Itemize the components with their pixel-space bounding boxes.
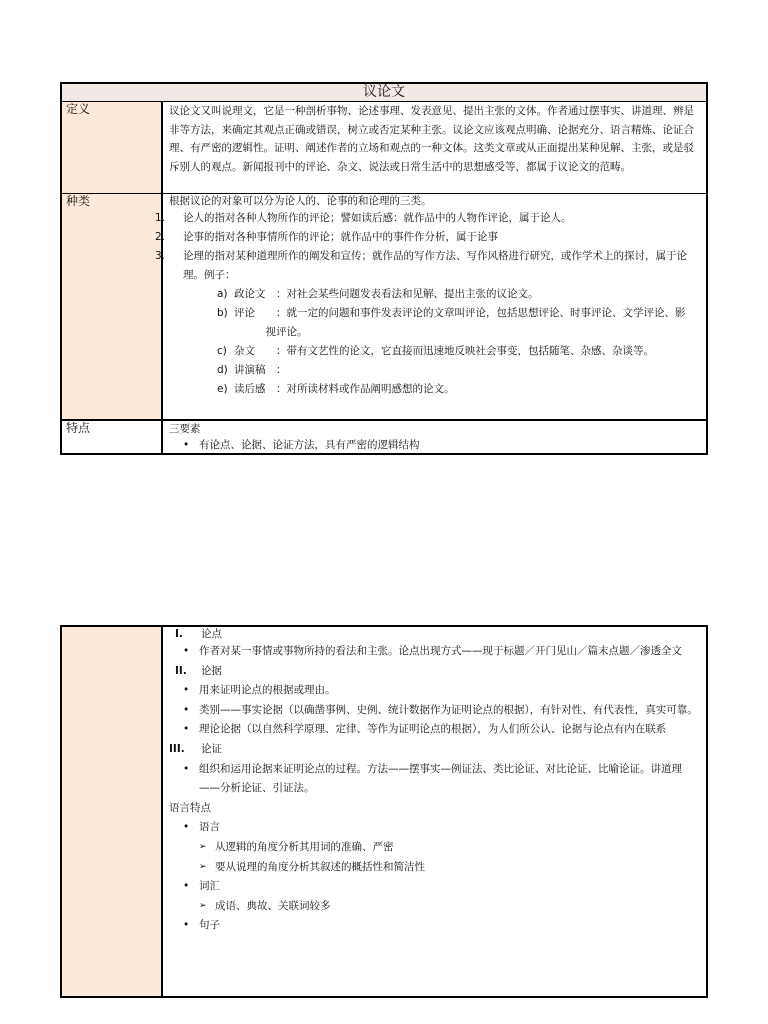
list-item: • 类别——事实论据（以确凿事例、史例、统计数据作为证明论点的根据），有针对性、有代表性，真实可靠。 <box>169 701 698 721</box>
sub-item: a) 政论文 ：对社会某些问题发表看法和见解、提出主张的议论文。 <box>217 288 539 300</box>
features-content <box>163 421 706 453</box>
list-item: • 作者对某一事情或事物所持的看法和主张。论点出现方式——现于标题／开门见山／篇末点题／渗透全文 <box>169 642 698 662</box>
types-row <box>62 193 706 419</box>
list-item: • 用来证明论点的根据或理由。 <box>169 681 698 701</box>
argument-elements-table <box>60 625 708 998</box>
list-item: • 语言 <box>169 818 698 838</box>
essay-table <box>60 82 708 455</box>
elements-content <box>163 627 706 996</box>
features-heading: 三要素 <box>169 423 201 435</box>
list-item: 2. 论事的指对各种事情所作的评论；就作品中的事件作分析，属于论事 <box>155 231 498 243</box>
list-item: • 理论论据（以自然科学原理、定律、等作为证明论点的根据），为人们所公认、论据与论点有内在联系 <box>169 720 698 740</box>
table-title: 议论文 <box>62 84 706 102</box>
section-heading: I. 论点 <box>175 628 222 640</box>
list-item: 3. 论理的指对某种道理所作的阐发和宣传；就作品的写作方法、写作风格进行研究，或作学术上的探讨，属于论理。例子： <box>155 250 687 281</box>
list-item: • 组织和运用论据来证明论点的过程。方法——摆事实—例证法、类比论证、对比论证、比喻论证。讲道理——分析论证、引证法。 <box>169 760 698 799</box>
elements-label-cell <box>62 627 163 996</box>
language-heading: 语言特点 <box>169 801 211 814</box>
arrow-item: ➢ 从逻辑的角度分析其用词的准确、严密 <box>169 838 698 858</box>
features-row <box>62 419 706 453</box>
sub-item: b) 评论 ：就一定的问题和事件发表评论的文章叫评论，包括思想评论、时事评论、文学评论、影 <box>217 307 686 319</box>
definition-row <box>62 102 706 193</box>
section-heading: III. 论证 <box>169 742 222 755</box>
sub-item: d) 讲演稿 ： <box>217 364 287 376</box>
list-item: • 有论点、论据、论证方法，具有严密的逻辑结构 <box>169 437 698 453</box>
arrow-item: ➢ 要从说理的角度分析其叙述的概括性和简洁性 <box>169 858 698 878</box>
definition-text: 议论文又叫说理文，它是一种剖析事物、论述事理、发表意见、提出主张的文体。作者通过摆事实、讲道理、辨是非等方法，来确定其观点正确或错误，树立或否定某种主张。议论文应该观点明确、论据充分、语言精炼、论证合理、有严密的逻辑性。证明、阐述作者的立场和观点的一种文体。这类文章或从正面提出某种见解、主张，或是驳斥别人的观点。新闻报刊中的评论、杂文、说法或日常生活中的思想感受等，都属于议论文的范畴。 <box>169 105 694 173</box>
features-label: 特点 <box>62 421 163 453</box>
elements-row <box>62 627 706 996</box>
arrow-item: ➢ 成语、典故、关联词较多 <box>169 897 698 917</box>
types-content <box>155 194 706 419</box>
types-label: 种类 <box>62 194 163 419</box>
sub-item: e) 读后感 ：对所读材料或作品阐明感想的论文。 <box>217 383 455 395</box>
types-intro: 根据议论的对象可以分为论人的、论事的和论理的三类。 <box>169 195 432 207</box>
list-item: • 句子 <box>169 916 698 936</box>
section-heading: II. 论据 <box>175 664 222 677</box>
sub-item: c) 杂文 ：带有文艺性的论文，它直接而迅速地反映社会事变，包括随笔、杂感、杂谈等。 <box>217 345 654 357</box>
definition-label: 定义 <box>62 102 163 193</box>
list-item: • 词汇 <box>169 877 698 897</box>
list-item: 1. 论人的指对各种人物所作的评论；譬如读后感：就作品中的人物作评论，属于论人。 <box>155 212 572 224</box>
sub-item: 视评论。 <box>234 326 308 338</box>
